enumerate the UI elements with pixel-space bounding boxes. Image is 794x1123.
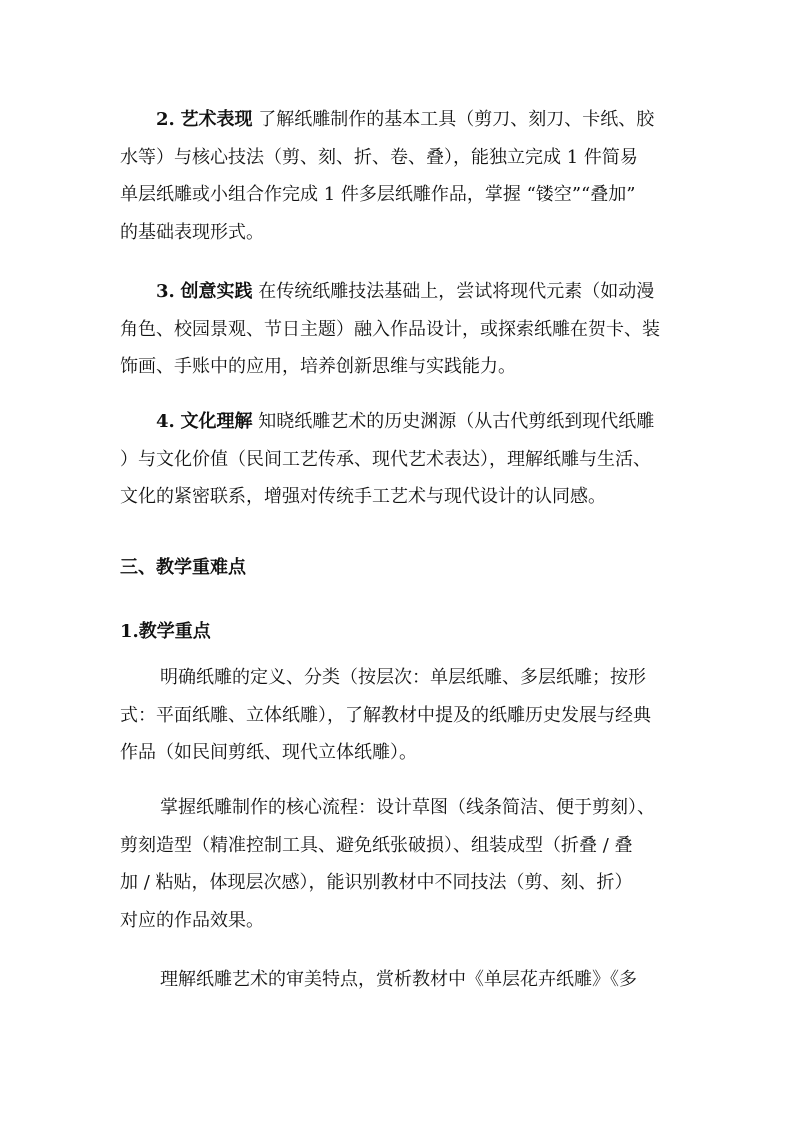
paragraph-line: 掌握纸雕制作的核心流程：设计草图（线条简洁、便于剪刻）、 <box>160 797 655 818</box>
paragraph-line: 式：平面纸雕、立体纸雕），了解教材中提及的纸雕历史发展与经典 <box>120 704 651 726</box>
paragraph-line: 加 / 粘贴，体现层次感），能识别教材中不同技法（剪、刻、折） <box>120 872 633 893</box>
objective-number: 3. <box>156 281 175 302</box>
objective-line: 饰画、手账中的应用，培养创新思维与实践能力。 <box>120 356 516 377</box>
section-heading: 三、教学重难点 <box>120 557 246 578</box>
objective-line <box>120 273 676 311</box>
paragraph-line: 明确纸雕的定义、分类（按层次：单层纸雕、多层纸雕；按形 <box>160 667 646 688</box>
objective-line: 的基础表现形式。 <box>120 221 264 243</box>
objective-line: 单层纸雕或小组合作完成 1 件多层纸雕作品，掌握 “镂空”“叠加” <box>120 184 636 205</box>
objective-line <box>120 403 676 441</box>
objective-title: 创意实践 <box>180 281 253 302</box>
key-point-paragraph <box>120 659 676 772</box>
paragraph-line: 理解纸雕艺术的审美特点，赏析教材中《单层花卉纸雕》《多 <box>160 969 637 990</box>
objective-cultural-understanding <box>120 403 676 516</box>
objective-text: 知晓纸雕艺术的历史渊源（从古代剪纸到现代纸雕 <box>252 411 655 432</box>
paragraph-line: 剪刻造型（精准控制工具、避免纸张破损）、组装成型（折叠 / 叠 <box>120 834 633 856</box>
paragraph-line: 对应的作品效果。 <box>120 909 264 931</box>
objective-line: 水等）与核心技法（剪、刻、折、卷、叠），能独立完成 1 件简易 <box>120 146 638 168</box>
key-point-paragraph <box>120 961 676 999</box>
objective-creative-practice <box>120 273 676 386</box>
objective-line: 文化的紧密联系，增强对传统手工艺术与现代设计的认同感。 <box>120 486 606 507</box>
objective-line: 角色、校园景观、节日主题）融入作品设计，或探索纸雕在贺卡、装 <box>120 318 660 340</box>
objective-number: 2. <box>156 109 175 130</box>
objective-text: 在传统纸雕技法基础上，尝试将现代元素（如动漫 <box>252 281 655 302</box>
key-point-paragraph <box>120 789 676 939</box>
paragraph-line: 作品（如民间剪纸、现代立体纸雕）。 <box>120 742 417 763</box>
objective-line: ）与文化价值（民间工艺传承、现代艺术表达），理解纸雕与生活、 <box>120 448 651 470</box>
objective-art-expression <box>120 101 676 251</box>
objective-text: 了解纸雕制作的基本工具（剪刀、刻刀、卡纸、胶 <box>252 109 655 130</box>
objective-title: 文化理解 <box>180 411 253 432</box>
objective-title: 艺术表现 <box>180 109 253 130</box>
objective-number: 4. <box>156 411 175 432</box>
subsection-heading: 1.教学重点 <box>120 621 211 642</box>
objective-line <box>120 101 676 139</box>
